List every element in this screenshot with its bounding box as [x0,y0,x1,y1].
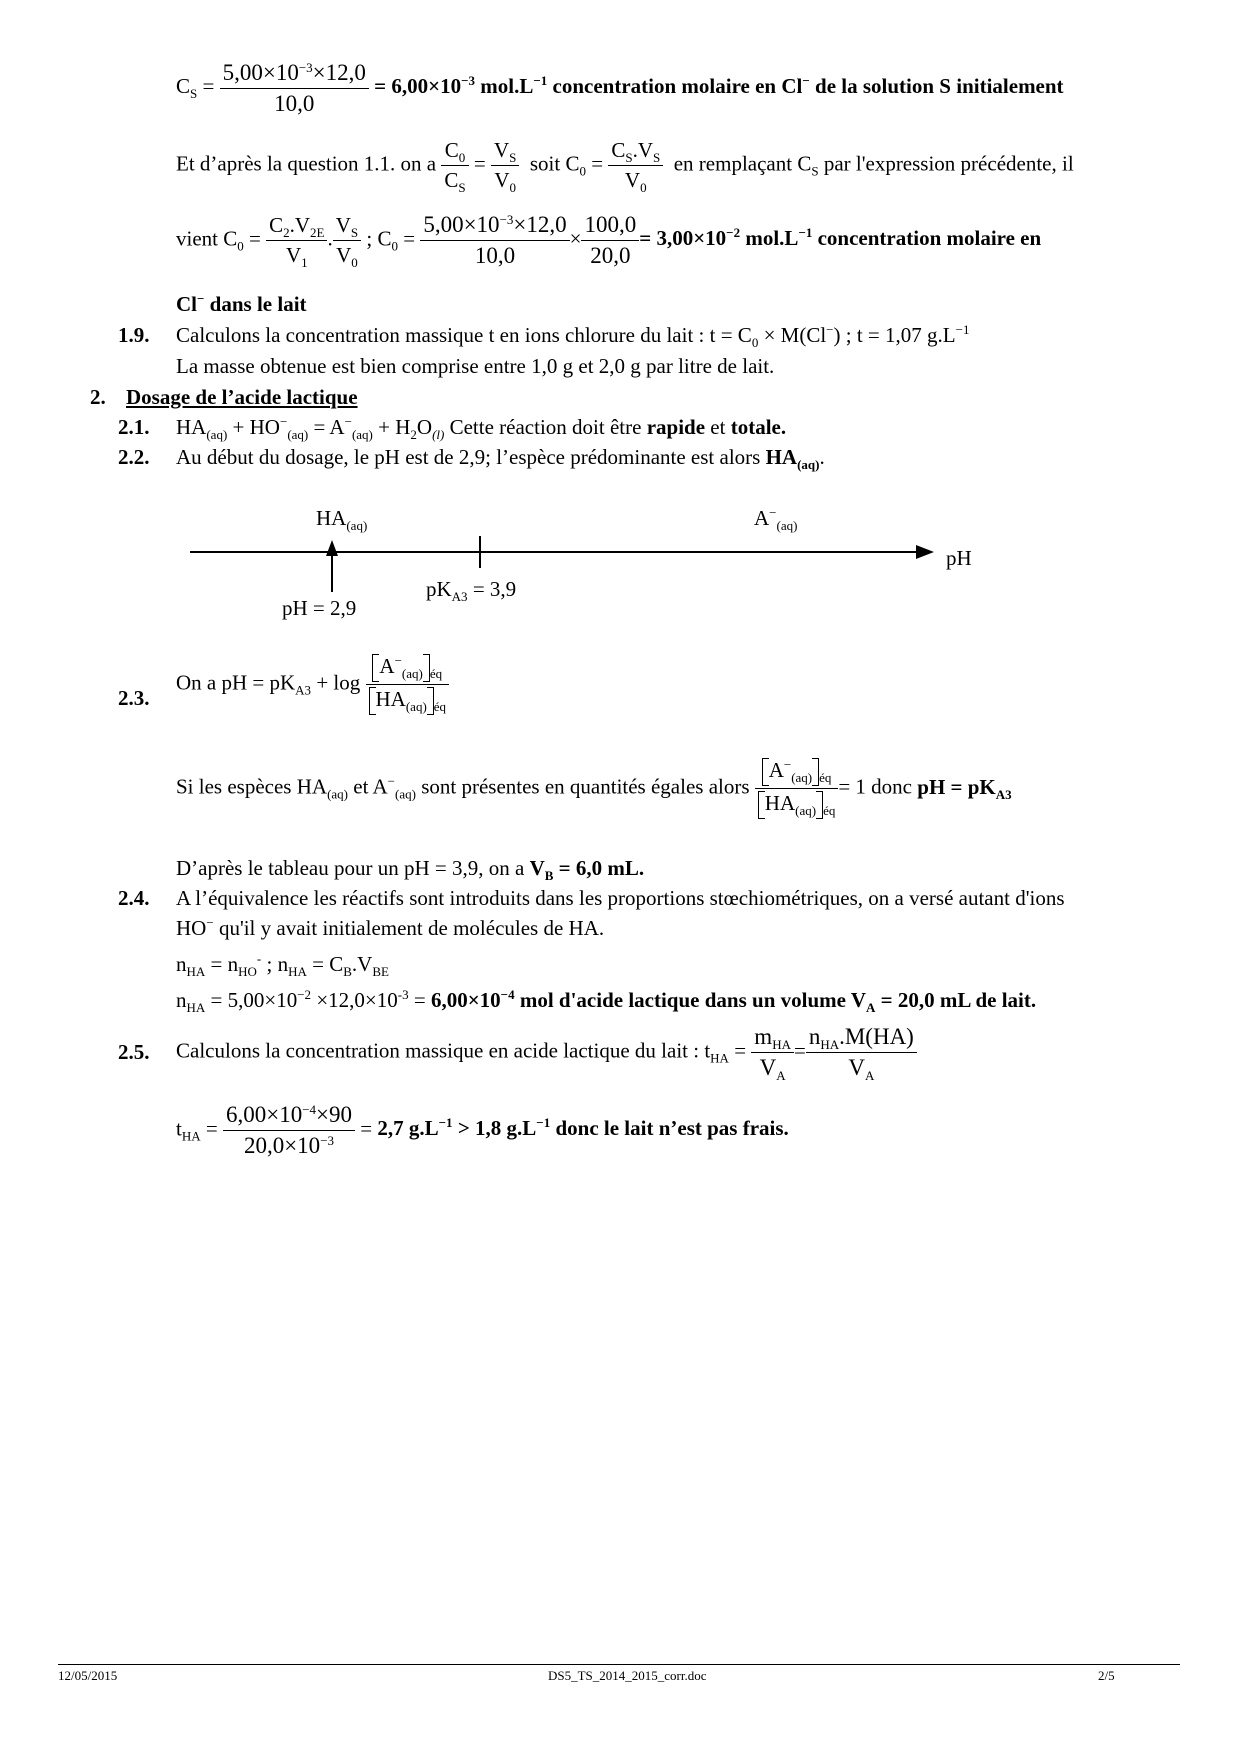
ph-value-label: pH = 2,9 [282,596,357,620]
q21-number: 2.1. [118,415,150,439]
q22-number: 2.2. [118,445,150,469]
c0-calculation: vient $C_0$ = $\frac{C_2.V_{2E}}{V_1}$ . $\frac{V_S}{V_0}$ ; $C_0$ = $\frac{5,00\times 10^{-3}\times 12,0}{10,0}$ × $\frac{100,0}{20,0}$ = $3,00\times 10^{-2}$ $mol.L^{-1}$ concentration molaire en [176,212,1042,270]
q24-equivalence: $n_{HA} = n_{HO}^-$ ; $n_{HA} = C_B.V_{BE}$ [176,951,389,979]
c0-over-cs: $\frac{C_0}{C_S}$ [441,138,468,193]
tha-numeric-fraction: $\frac{6,00\times 10^{-4}\times 90}{20,0\times 10^{-3}}$ [223,1102,355,1159]
q25-calculation: $t_{HA}$ = $\frac{6,00\times 10^{-4}\times 90}{20,0\times 10^{-3}}$ = 2,7 $g.L^{-1} > 1,8$ $g.L^{-1}$ donc le lait n’est pas frais. [176,1102,789,1158]
nha-m-over-va: $\frac{n_{HA}.M(HA)}{V_A}$ [806,1024,917,1081]
vs-over-v0: $\frac{V_S}{V_0}$ [491,138,519,193]
footer-page: 2/5 [1098,1668,1115,1683]
q22-text: Au début du dosage, le pH est de 2,9; l’espèce prédominante est alors $HA_{(aq)}$. [176,445,825,472]
pka-label: $pK_{A3} = 3,9$ [426,577,517,604]
section2-number: 2. [90,385,106,409]
q23-equal-species: Si les espèces $HA_{(aq)}$ et $A^-_{(aq)}$ sont présentes en quantités égales alors $\frac{A^-_{(aq)} _{éq}}{HA_{(aq)} _{éq}}$ = 1 donc pH = $pK_{A3}$ [176,757,1012,819]
footer-rule [58,1664,1180,1665]
q24-number: 2.4. [118,886,150,910]
q19-line2: La masse obtenue est bien comprise entre 1,0 g et 2,0 g par litre de lait. [176,354,775,378]
ph-diagram [0,0,1240,640]
q24-line1: A l’équivalence les réactifs sont introduits dans les proportions stœchiométriques, on a versé autant d'ions [176,886,1065,910]
ph-marker-arrowhead [326,540,338,556]
cs-fraction: $\frac{5,00\times 10^{-3}\times 12,0}{10,0}$ [220,60,369,117]
ph-axis-arrowhead [916,545,934,559]
ratio-fraction-2: $\frac{A^-_{(aq)} _{éq}}{HA_{(aq)} _{éq}}$ [755,758,839,819]
q21-equation: $HA_{(aq)} + HO^-_{(aq)} = A^-_{(aq)} + H_2O_{(l)}$ Cette réaction doit être rapide et totale. [176,414,787,442]
q23-formula: On a pH = $pK_{A3} + \log$ $\frac{A^-_{(aq)} _{éq}}{HA_{(aq)} _{éq}}$ [176,654,449,715]
vs-over-v0-b: $\frac{V_S}{V_0}$ [333,213,361,268]
ratio-fraction: $\frac{A^-_{(aq)} _{éq}}{HA_{(aq)} _{éq}}$ [366,654,450,715]
dilution-fraction: $\frac{100,0}{20,0}$ [581,212,639,269]
c2v2e-over-v1: $\frac{C_2.V_{2E}}{V_1}$ [266,213,327,268]
cs-lhs: $C_S$ = [176,74,215,102]
q24-calculation: $n_{HA} = 5,00\times 10^{-2} \times 12,0\times 10^{-3} = 6,00\times 10^{-4}$ mol d'acide lactique dans un volume $V_A = 20,0$ mL de lait. [176,987,1037,1015]
q25-number: 2.5. [118,1040,150,1064]
footer-filename: DS5_TS_2014_2015_corr.doc [548,1668,707,1683]
footer-date: 12/05/2015 [58,1668,118,1683]
relation-line: Et d’après la question 1.1. on a $\frac{C_0}{C_S}$ = $\frac{V_S}{V_0}$ soit $C_0$ = $\frac{C_S.V_S}{V_0}$ en remplaçant $C_S$ par l'expression précédente, il [176,138,1074,195]
ha-label: $HA_{(aq)}$ [316,506,368,533]
section2-title: Dosage de l’acide lactique [126,385,358,409]
q24-line2: HO− qu'il y avait initialement de molécules de HA. [176,915,605,940]
q25-formula: Calculons la concentration massique en acide lactique du lait : $t_{HA}$ = $\frac{m_{HA}}{V_A}$ = $\frac{n_{HA}.M(HA)}{V_A}$ [176,1024,917,1081]
cl-line: Cl− dans le lait [176,291,307,316]
q23-number: 2.3. [118,686,150,710]
c0-numeric-fraction: $\frac{5,00\times 10^{-3}\times 12,0}{10,0}$ [420,212,569,269]
c0-result: = $3,00\times 10^{-2}$ $mol.L^{-1}$ concentration molaire en [639,225,1042,251]
a-label: $A^-_{(aq)}$ [754,505,798,533]
q19-text: Calculons la concentration massique t en ions chlorure du lait : $t = C_0 \times M(Cl^-)$ ; t = 1,07 $g.L^{-1}$ [176,322,970,350]
mha-over-va: $\frac{m_{HA}}{V_A}$ [751,1024,794,1081]
q23-tableau: D’après le tableau pour un pH = 3,9, on a $V_B = 6,0$ mL. [176,856,645,883]
csvs-over-v0: $\frac{C_S.V_S}{V_0}$ [608,138,663,193]
cs-result: = $6,00\times 10^{-3}$ $mol.L^{-1}$ concentration molaire en Cl− de la solution S initialement [374,73,1064,99]
axis-label: pH [946,546,972,570]
q19-number: 1.9. [118,323,150,347]
